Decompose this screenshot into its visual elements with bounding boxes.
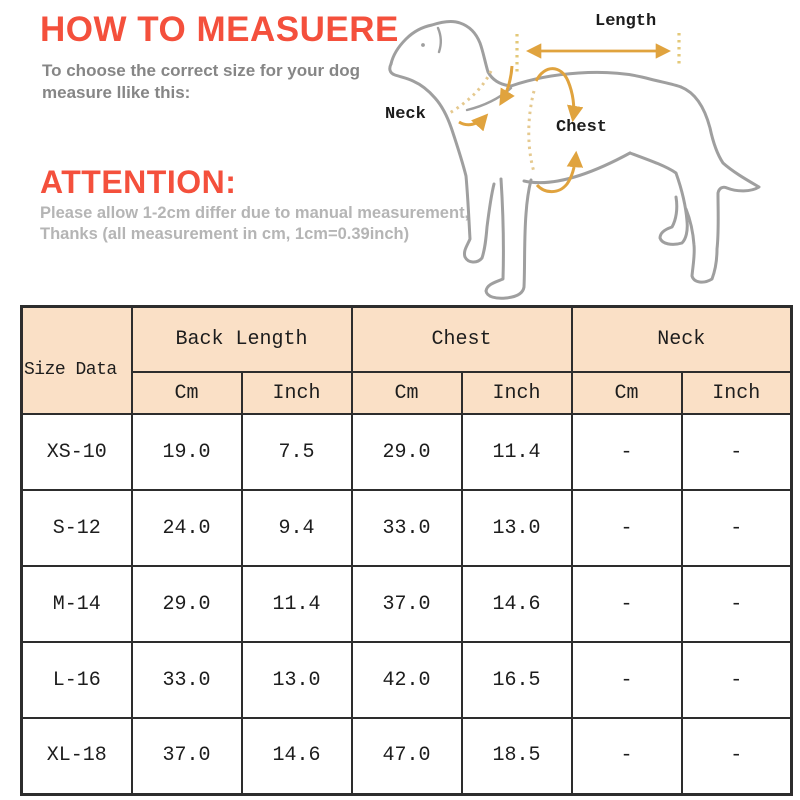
value-cell: - [682, 642, 792, 718]
value-cell: 13.0 [462, 490, 572, 566]
value-cell: 37.0 [352, 566, 462, 642]
unit-header-back-length-inch: Inch [242, 372, 352, 414]
unit-header-neck-inch: Inch [682, 372, 792, 414]
dog-measurement-diagram [355, 0, 800, 302]
subtitle-line-2: measure llike this: [42, 83, 191, 102]
value-cell: 7.5 [242, 414, 352, 490]
size-cell: XL-18 [22, 718, 132, 794]
attention-title: ATTENTION: [40, 164, 237, 200]
value-cell: 19.0 [132, 414, 242, 490]
group-header-back-length: Back Length [132, 307, 352, 373]
value-cell: 33.0 [132, 642, 242, 718]
value-cell: 16.5 [462, 642, 572, 718]
length-label: Length [595, 12, 657, 31]
unit-header-neck-cm: Cm [572, 372, 682, 414]
value-cell: - [572, 718, 682, 794]
table-row [22, 718, 792, 794]
size-cell: XS-10 [22, 414, 132, 490]
table-row [22, 490, 792, 566]
dog-illustration [355, 0, 800, 302]
table-group-header-row [22, 307, 792, 373]
value-cell: 14.6 [242, 718, 352, 794]
table-row [22, 566, 792, 642]
value-cell: - [572, 566, 682, 642]
value-cell: 9.4 [242, 490, 352, 566]
size-cell: M-14 [22, 566, 132, 642]
corner-label: Size Data [24, 360, 117, 380]
chest-label: Chest [556, 118, 608, 137]
group-header-chest: Chest [352, 307, 572, 373]
attention-line-2: Thanks (all measurement in cm, 1cm=0.39inch) [40, 225, 410, 243]
value-cell: - [572, 490, 682, 566]
value-cell: - [572, 642, 682, 718]
value-cell: 13.0 [242, 642, 352, 718]
value-cell: 37.0 [132, 718, 242, 794]
size-table [20, 305, 793, 796]
table-row [22, 414, 792, 490]
size-cell: L-16 [22, 642, 132, 718]
value-cell: - [682, 718, 792, 794]
size-cell: S-12 [22, 490, 132, 566]
value-cell: - [572, 414, 682, 490]
value-cell: 47.0 [352, 718, 462, 794]
table-unit-header-row [22, 372, 792, 414]
group-header-neck: Neck [572, 307, 792, 373]
value-cell: 33.0 [352, 490, 462, 566]
unit-header-back-length-cm: Cm [132, 372, 242, 414]
subtitle [42, 60, 360, 104]
table-corner-cell [22, 307, 132, 415]
value-cell: 18.5 [462, 718, 572, 794]
value-cell: - [682, 414, 792, 490]
value-cell: 29.0 [132, 566, 242, 642]
value-cell: - [682, 566, 792, 642]
value-cell: 29.0 [352, 414, 462, 490]
value-cell: 42.0 [352, 642, 462, 718]
neck-dashed-arc [448, 71, 491, 114]
value-cell: - [682, 490, 792, 566]
value-cell: 24.0 [132, 490, 242, 566]
neck-arrow-right [459, 116, 486, 125]
unit-header-chest-inch: Inch [462, 372, 572, 414]
attention-line-1: Please allow 1-2cm differ due to manual measurement, [40, 204, 470, 222]
chest-dashed-arc [529, 91, 534, 172]
neck-label: Neck [385, 105, 426, 124]
unit-header-chest-cm: Cm [352, 372, 462, 414]
table-row [22, 642, 792, 718]
value-cell: 11.4 [242, 566, 352, 642]
value-cell: 11.4 [462, 414, 572, 490]
subtitle-line-1: To choose the correct size for your dog [42, 61, 361, 80]
value-cell: 14.6 [462, 566, 572, 642]
chest-arrow-lower [537, 154, 576, 192]
page-title: HOW TO MEASUERE [40, 10, 399, 49]
